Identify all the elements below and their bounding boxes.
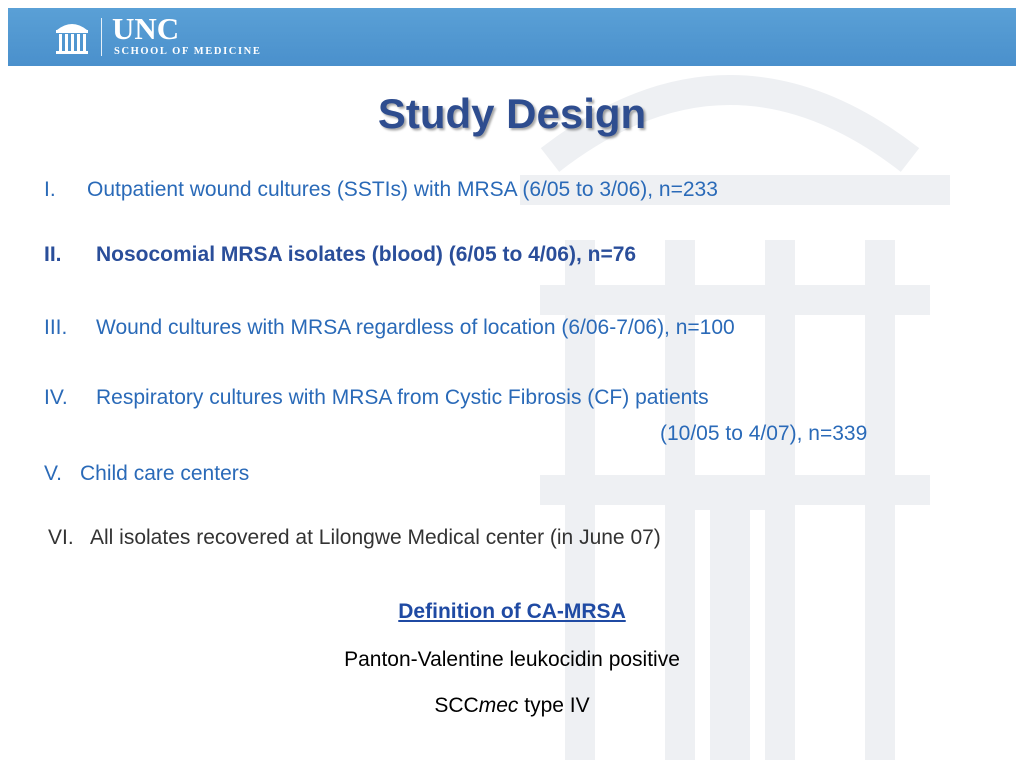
header-bar (8, 8, 1016, 66)
list-item (44, 461, 249, 487)
item-text: Respiratory cultures with MRSA from Cystic Fibrosis (CF) patients (96, 386, 709, 409)
item-text: Outpatient wound cultures (SSTIs) with MRSA (6/05 to 3/06), n=233 (87, 178, 718, 201)
item-number: VI. (48, 526, 74, 549)
definition-line-2-suffix: type IV (518, 694, 590, 717)
item-text: Nosocomial MRSA isolates (blood) (6/05 to 4/06), n=76 (96, 243, 637, 266)
item-text: Wound cultures with MRSA regardless of location (6/06-7/06), n=100 (96, 316, 735, 339)
slide-title: Study Design (377, 90, 647, 137)
definition-line-2 (0, 694, 1024, 718)
list-item (48, 525, 661, 551)
list-item (44, 315, 735, 341)
item-number: IV. (44, 386, 68, 409)
logo-unc-text: UNC (112, 11, 180, 46)
item-text: Child care centers (80, 462, 250, 485)
logo-school-text: SCHOOL OF MEDICINE (114, 46, 262, 57)
item-number: II. (44, 243, 62, 266)
list-item (44, 242, 636, 268)
item-text: All isolates recovered at Lilongwe Medical center (in June 07) (90, 526, 661, 549)
definition-line-2-prefix: SCC (434, 694, 479, 717)
definition-line-1: Panton-Valentine leukocidin positive (344, 648, 680, 671)
item-number: III. (44, 316, 68, 339)
logo-divider (101, 18, 102, 56)
old-well-icon (52, 17, 92, 57)
definition-title[interactable]: Definition of CA-MRSA (398, 600, 626, 623)
list-item (44, 177, 718, 203)
list-item-continuation: (10/05 to 4/07), n=339 (660, 422, 868, 445)
definition-line-2-italic: mec (478, 694, 519, 717)
item-number: I. (44, 178, 56, 201)
item-number: V. (44, 462, 62, 485)
list-item (44, 385, 709, 411)
